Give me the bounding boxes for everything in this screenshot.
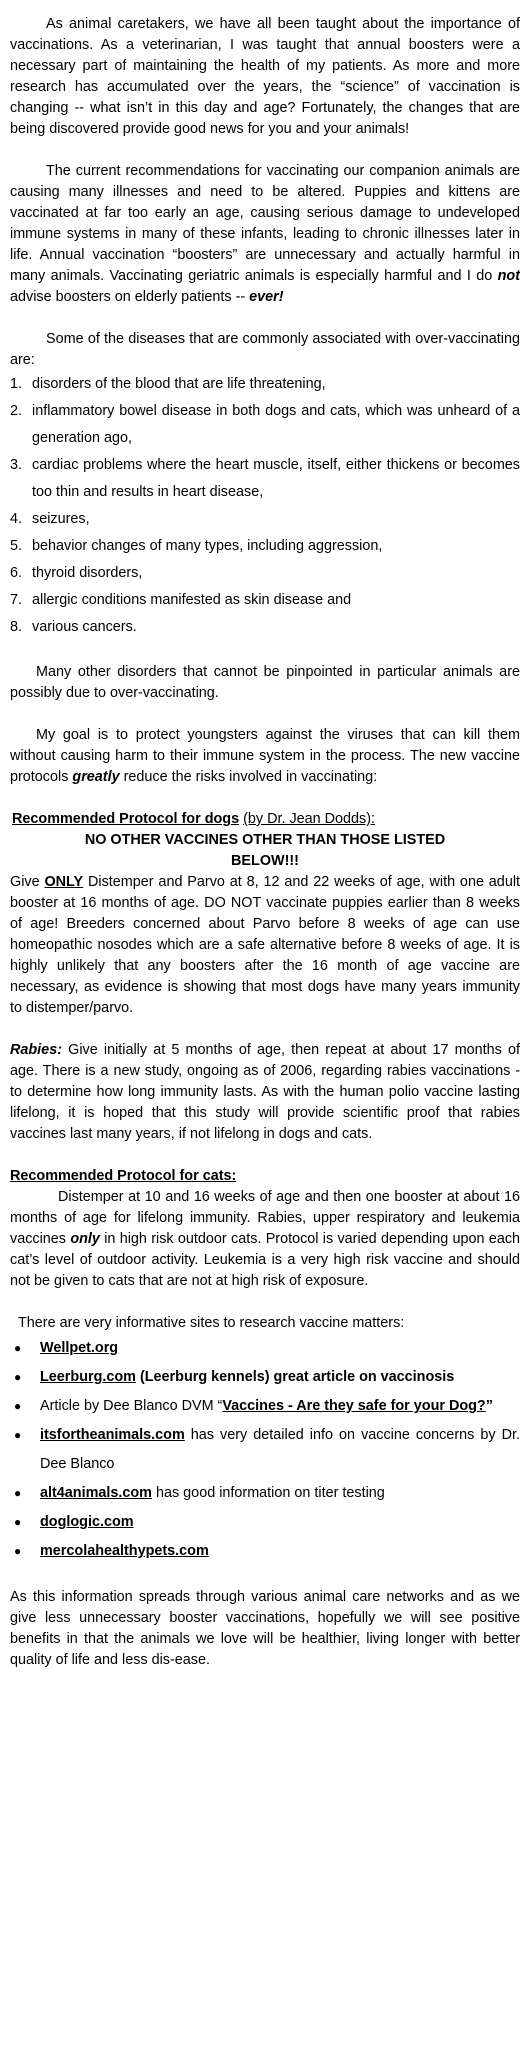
link-itsfortheanimals[interactable]: itsfortheanimals.com: [40, 1427, 185, 1443]
link-doglogic[interactable]: doglogic.com: [40, 1514, 134, 1530]
dogs-byline: (by Dr. Jean Dodds):: [243, 811, 376, 827]
closing-paragraph: As this information spreads through various animal care networks and as we give less unnecessary booster vaccinations, hopefully we will see positive benefits in that the animals we love will be healthier, living longer with better quality of life and less dis-ease.: [10, 1589, 520, 1668]
link-wellpet[interactable]: Wellpet.org: [40, 1340, 119, 1356]
list-item: 4. seizures,: [10, 511, 90, 527]
link-alt4animals[interactable]: alt4animals.com: [40, 1485, 152, 1501]
list-item: 2. inflammatory bowel disease in both dogs and cats, which was unheard of a generation ago,: [10, 403, 520, 446]
sites-list: [10, 1334, 520, 1566]
diseases-list: [10, 371, 520, 641]
bullet-icon: ●: [14, 1544, 22, 1558]
rabies-label: Rabies:: [10, 1042, 62, 1058]
bullet-icon: ●: [14, 1515, 22, 1529]
bullet-icon: ●: [14, 1399, 22, 1413]
other-disorders: Many other disorders that cannot be pinpointed in particular animals are possibly due to over-vaccinating.: [10, 664, 520, 701]
dogs-heading: [12, 809, 520, 830]
list-item: ● itsfortheanimals.com has very detailed info on vaccine concerns by Dr. Dee Blanco: [10, 1421, 520, 1479]
intro-paragraph-2: [10, 161, 520, 308]
emphasis-only-cats: only: [70, 1231, 100, 1247]
list-item: 3. cardiac problems where the heart muscle, itself, either thickens or becomes too thin and results in heart disease,: [10, 457, 520, 500]
sites-intro: There are very informative sites to research vaccine matters:: [18, 1315, 405, 1331]
article: [10, 0, 520, 1671]
dogs-heading-title: Recommended Protocol for dogs: [12, 811, 240, 827]
list-item: 5. behavior changes of many types, including aggression,: [10, 538, 383, 554]
bullet-icon: ●: [14, 1486, 22, 1500]
list-item: [10, 1334, 520, 1363]
dogs-warning: NO OTHER VACCINES OTHER THAN THOSE LISTED BELOW!!!: [84, 832, 446, 869]
goal-paragraph: My goal is to protect youngsters against the viruses that can kill them without causing harm to their immune system in the process. The new vaccine protocols greatly reduce the risks involved in vaccinating:: [10, 727, 520, 785]
list-item: [10, 1537, 520, 1566]
list-item: ● Leerburg.com (Leerburg kennels) great article on vaccinosis: [10, 1363, 520, 1392]
emphasis-greatly: greatly: [72, 769, 120, 785]
list-item: 7. allergic conditions manifested as skin disease and: [10, 592, 352, 608]
emphasis-ever: ever!: [249, 289, 284, 305]
list-item: 6. thyroid disorders,: [10, 565, 143, 581]
intro-paragraph-2-mid: advise boosters on elderly patients --: [10, 289, 246, 305]
rabies-paragraph: Rabies: Give initially at 5 months of age, then repeat at about 17 months of age. There is a new study, ongoing as of 2006, regarding rabies vaccinations - to determine how long immunity lasts. As with the human polio vaccine lasting lifelong, it is hoped that this study will provide scientific proof that rabies vaccines last many years, if not lifelong in dogs and cats.: [10, 1042, 520, 1142]
cats-heading: Recommended Protocol for cats:: [10, 1168, 237, 1184]
list-item: ● alt4animals.com has good information on titer testing: [10, 1479, 520, 1508]
dogs-protocol: Give ONLY Distemper and Parvo at 8, 12 and 22 weeks of age, with one adult booster at 16 months of age. DO NOT vaccinate puppies earlier than 8 weeks of age! Breeders concerned about Parvo before 8 weeks of age can use homeopathic nosodes which are a safe alternative before 8 weeks of age. It is highly unlikely that any boosters after the 16 month of age vaccine are necessary, as evidence is showing that most dogs have many years immunity to distemper/parvo.: [10, 874, 520, 1016]
intro-paragraph-2-main: The current recommendations for vaccinating our companion animals are causing many illnesses and need to be altered. Puppies and kittens are vaccinated at far too early an age, causing serious damage to undeveloped immune systems in many of these infants, leading to chronic illnesses later in life. Annual vaccination “boosters” are unnecessary and actually harmful in many animals. Vaccinating geriatric animals is especially harmful and I do: [10, 163, 520, 284]
list-item: 1. disorders of the blood that are life threatening,: [10, 376, 326, 392]
link-mercolahealthypets[interactable]: mercolahealthypets.com: [40, 1543, 209, 1559]
intro-paragraph-1: As animal caretakers, we have all been taught about the importance of vaccinations. As a veterinarian, I was taught that annual boosters were a necessary part of maintaining the health of my patients. As more and more research has accumulated over the years, the “science” of vaccination is changing -- what isn’t in this day and age? Fortunately, the changes that are being discovered provide good news for you and your animals!: [10, 16, 520, 137]
link-leerburg[interactable]: Leerburg.com: [40, 1369, 136, 1385]
emphasis-only: ONLY: [44, 874, 84, 890]
bullet-icon: ●: [14, 1428, 22, 1442]
list-item: 8. various cancers.: [10, 619, 137, 635]
emphasis-not: not: [497, 268, 520, 284]
cats-protocol: Distemper at 10 and 16 weeks of age and then one booster at about 16 months of age for lifelong immunity. Rabies, upper respiratory and leukemia vaccines only in high risk outdoor cats. Protocol is varied depending upon each cat’s level of outdoor activity. Leukemia is a very high risk vaccine and should not be given to cats that are not at high risk of exposure.: [10, 1189, 520, 1289]
bullet-icon: ●: [14, 1341, 22, 1355]
list-item: [10, 1508, 520, 1537]
diseases-intro: Some of the diseases that are commonly associated with over-vaccinating are:: [10, 331, 520, 368]
list-item: ● Article by Dee Blanco DVM “Vaccines - Are they safe for your Dog?”: [10, 1392, 520, 1421]
bullet-icon: ●: [14, 1370, 22, 1384]
link-vaccines-article[interactable]: Vaccines - Are they safe for your Dog?: [222, 1398, 486, 1414]
